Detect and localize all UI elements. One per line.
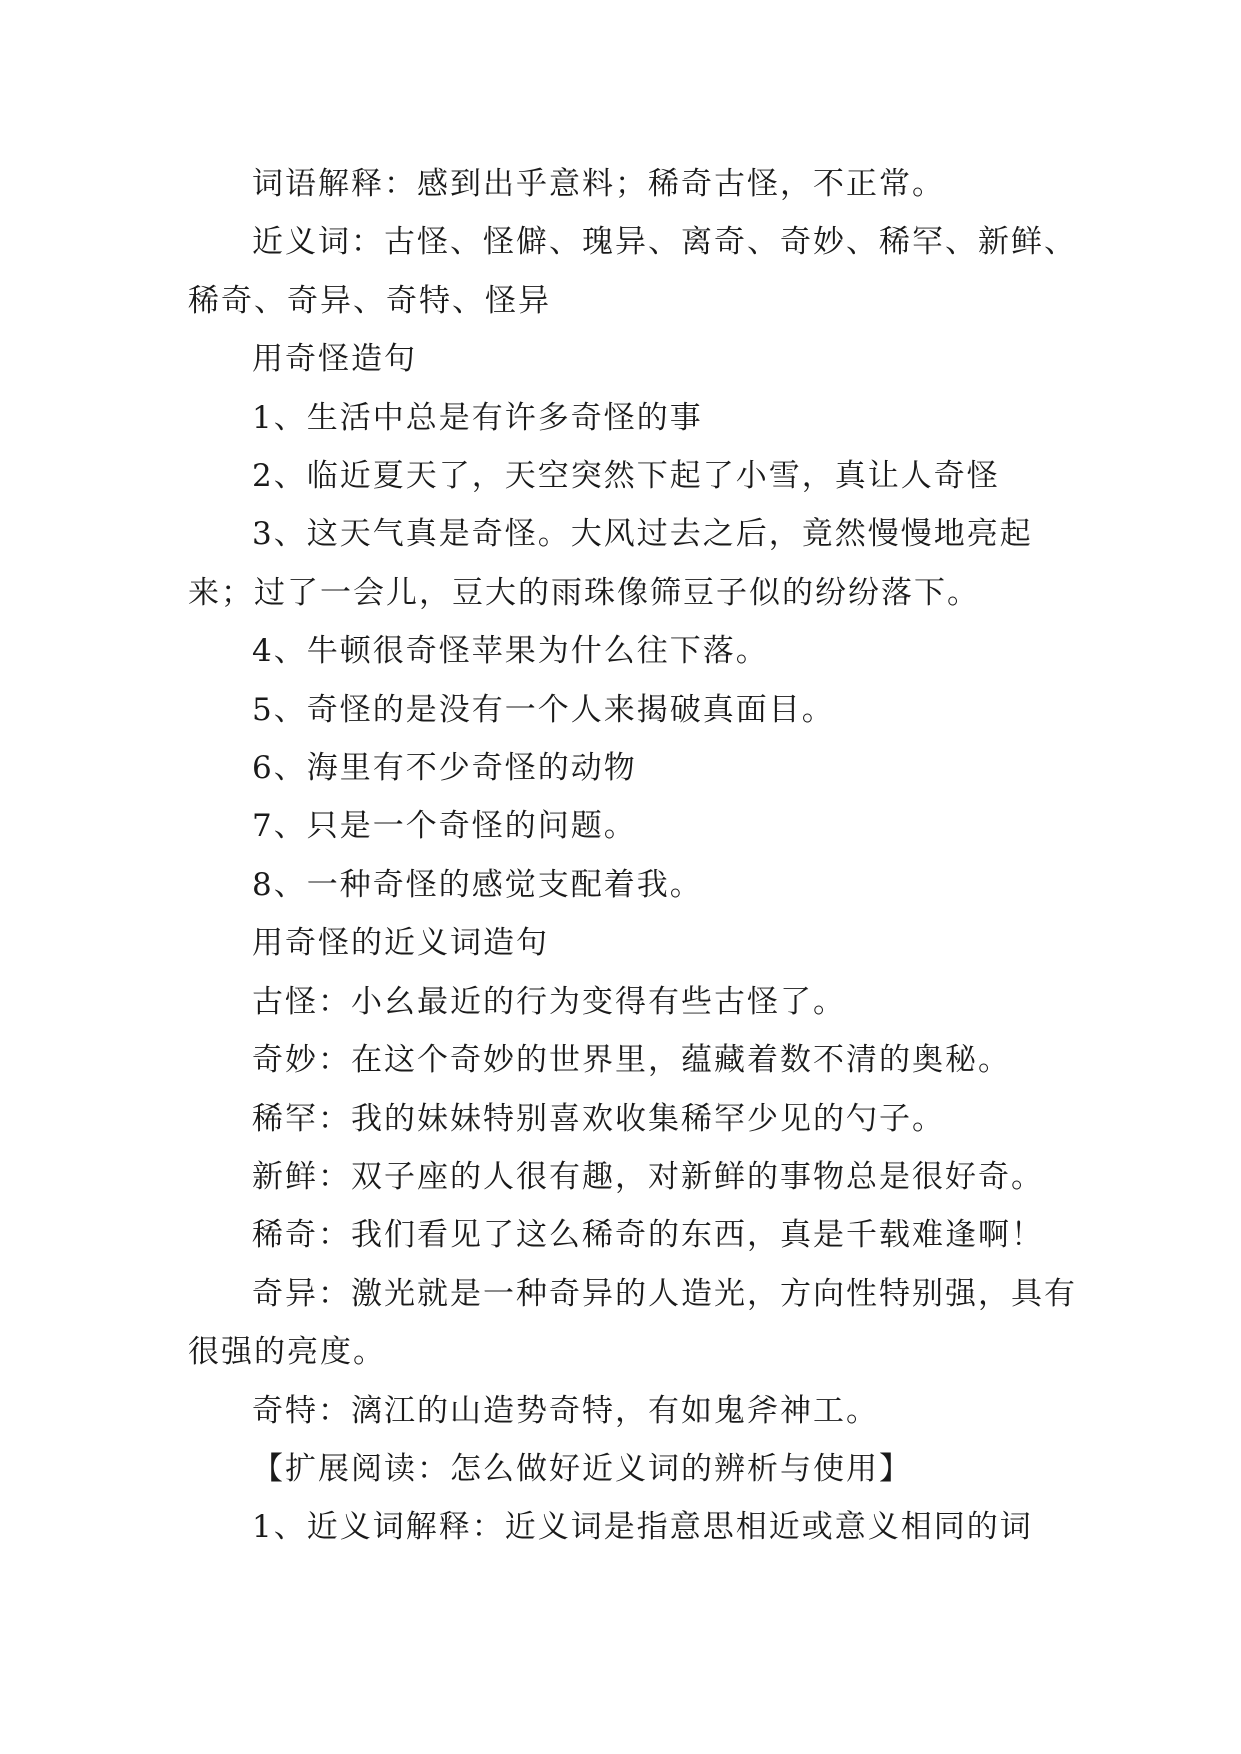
extended-reading-paragraph: 1、近义词解释：近义词是指意思相近或意义相同的词 <box>252 1509 1033 1546</box>
paragraph-synonyms: 近义词：古怪、怪僻、瑰异、离奇、奇妙、稀罕、新鲜、稀奇、奇异、奇特、怪异 <box>188 224 1077 319</box>
example-sentence: 2、临近夏天了，天空突然下起了小雪，真让人奇怪 <box>252 458 1000 495</box>
synonym-sentence: 新鲜：双子座的人很有趣，对新鲜的事物总是很好奇。 <box>252 1158 1044 1195</box>
example-sentence: 8、一种奇怪的感觉支配着我。 <box>252 866 703 903</box>
synonym-sentence: 奇妙：在这个奇妙的世界里，蕴藏着数不清的奥秘。 <box>252 1042 1011 1079</box>
example-sentence: 6、海里有不少奇怪的动物 <box>252 750 637 787</box>
synonym-sentence: 古怪：小幺最近的行为变得有些古怪了。 <box>252 983 846 1020</box>
section-heading-synonym-sentences: 用奇怪的近义词造句 <box>252 925 549 962</box>
section-heading-extended-reading: 【扩展阅读：怎么做好近义词的辨析与使用】 <box>252 1450 912 1487</box>
section-heading-sentences: 用奇怪造句 <box>252 341 417 378</box>
example-sentence: 5、奇怪的是没有一个人来揭破真面目。 <box>252 691 835 728</box>
example-sentence: 1、生活中总是有许多奇怪的事 <box>252 399 703 436</box>
paragraph-definition: 词语解释：感到出乎意料；稀奇古怪，不正常。 <box>252 166 945 202</box>
document-body <box>188 155 1088 1557</box>
example-sentence: 7、只是一个奇怪的问题。 <box>252 808 637 845</box>
example-sentence: 4、牛顿很奇怪苹果为什么往下落。 <box>252 633 769 670</box>
synonym-sentence: 稀罕：我的妹妹特别喜欢收集稀罕少见的勺子。 <box>252 1100 945 1137</box>
synonym-sentence: 稀奇：我们看见了这么稀奇的东西，真是千载难逢啊！ <box>252 1217 1044 1254</box>
synonym-sentence: 奇特：漓江的山造势奇特，有如鬼斧神工。 <box>252 1392 879 1429</box>
synonym-sentence: 奇异：激光就是一种奇异的人造光，方向性特别强，具有很强的亮度。 <box>188 1275 1077 1371</box>
example-sentence: 3、这天气真是奇怪。大风过去之后，竟然慢慢地亮起来；过了一会儿，豆大的雨珠像筛豆子似的纷纷落下。 <box>188 516 1033 611</box>
